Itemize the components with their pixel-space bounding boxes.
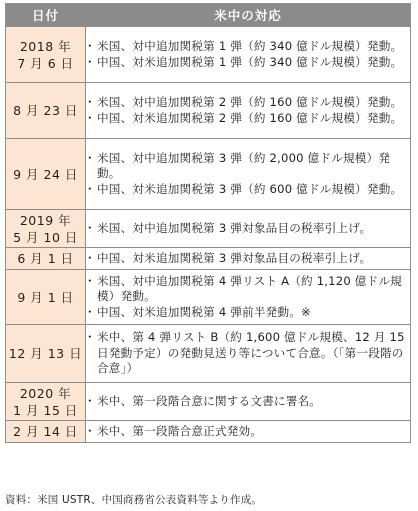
event-item: ・ 中国、対米追加関税第 2 弾（約 160 億ドル規模）発動。 (86, 111, 410, 127)
event-list (86, 251, 410, 267)
event-item: ・ 米国、対中追加関税第 1 弾（約 340 億ドル規模）発動。 (86, 39, 410, 55)
events-cell (86, 139, 411, 210)
event-item: ・ 米国、対中追加関税第 2 弾（約 160 億ドル規模）発動。 (86, 95, 410, 111)
date-cell (6, 421, 86, 443)
events-cell (86, 27, 411, 83)
date-cell (6, 270, 86, 325)
date-cell (6, 325, 86, 383)
event-item: ・ 米国、対中追加関税第 4 弾リスト A（約 1,120 億ドル規模）発動。 (86, 274, 410, 305)
table-row (6, 210, 411, 248)
event-item: ・ 米中、第 4 弾リスト B（約 1,600 億ドル規模、12 月 15 日発動予定）の発動見送り等について合意。（「第一段階の合意」） (86, 330, 410, 377)
events-column-header: 米中の対応 (86, 4, 411, 27)
table-row (6, 421, 411, 443)
event-item: ・ 米国、対中追加関税第 3 弾（約 2,000 億ドル規模）発動。 (86, 151, 410, 182)
table-header (6, 4, 411, 27)
table-row (6, 383, 411, 421)
date-cell (6, 27, 86, 83)
event-item: ・ 米中、第一段階合意正式発効。 (86, 424, 410, 440)
event-item: ・ 中国、対米追加関税第 1 弾（約 340 億ドル規模）発動。 (86, 55, 410, 71)
date-text: 2020 年 (19, 385, 72, 401)
event-item: ・ 中国、対米追加関税第 3 弾（約 600 億ドル規模）発動。 (86, 182, 410, 198)
table-row (6, 270, 411, 325)
date-cell (6, 210, 86, 248)
table-row (6, 27, 411, 83)
table-row (6, 325, 411, 383)
event-item: ・ 中国、対米追加関税第 3 弾対象品目の税率引上げ。 (86, 251, 410, 267)
table-row (6, 83, 411, 139)
date-text: 9 月 24 日 (13, 166, 78, 182)
events-cell (86, 270, 411, 325)
table-row (6, 248, 411, 270)
table-body (6, 27, 411, 443)
date-text: 2018 年 (19, 38, 72, 54)
date-text: 6 月 1 日 (17, 251, 74, 266)
event-list (86, 95, 410, 126)
date-cell (6, 383, 86, 421)
date-text: 12 月 13 日 (8, 346, 83, 361)
event-list (86, 221, 410, 237)
events-cell (86, 421, 411, 443)
date-cell (6, 83, 86, 139)
events-cell (86, 248, 411, 270)
events-cell (86, 210, 411, 248)
table-row (6, 139, 411, 210)
event-list (86, 424, 410, 440)
events-cell (86, 325, 411, 383)
date-text: 7 月 6 日 (17, 55, 74, 71)
event-list (86, 274, 410, 321)
date-text: 8 月 23 日 (13, 103, 78, 118)
date-cell (6, 139, 86, 210)
events-cell (86, 83, 411, 139)
events-cell (86, 383, 411, 421)
event-list (86, 39, 410, 70)
date-text: 2019 年 (19, 212, 72, 228)
event-item: ・ 米中、第一段階合意に関する文書に署名。 (86, 394, 410, 410)
source-footnote: 資料：米国 USTR、中国商務省公表資料等より作成。 (5, 494, 263, 506)
date-text: 9 月 1 日 (17, 289, 74, 305)
event-list (86, 151, 410, 198)
date-column-header: 日付 (6, 4, 86, 27)
date-text: 2 月 14 日 (13, 424, 78, 439)
header-row (6, 4, 411, 27)
event-item: ・ 中国、対米追加関税第 4 弾前半発動。※ (86, 305, 410, 321)
date-text: 1 月 15 日 (13, 402, 78, 418)
date-cell (6, 248, 86, 270)
event-list (86, 330, 410, 377)
event-item: ・ 米国、対中追加関税第 3 弾対象品目の税率引上げ。 (86, 221, 410, 237)
date-text: 5 月 10 日 (13, 229, 78, 245)
event-list (86, 394, 410, 410)
us-china-timeline-table (5, 3, 411, 443)
